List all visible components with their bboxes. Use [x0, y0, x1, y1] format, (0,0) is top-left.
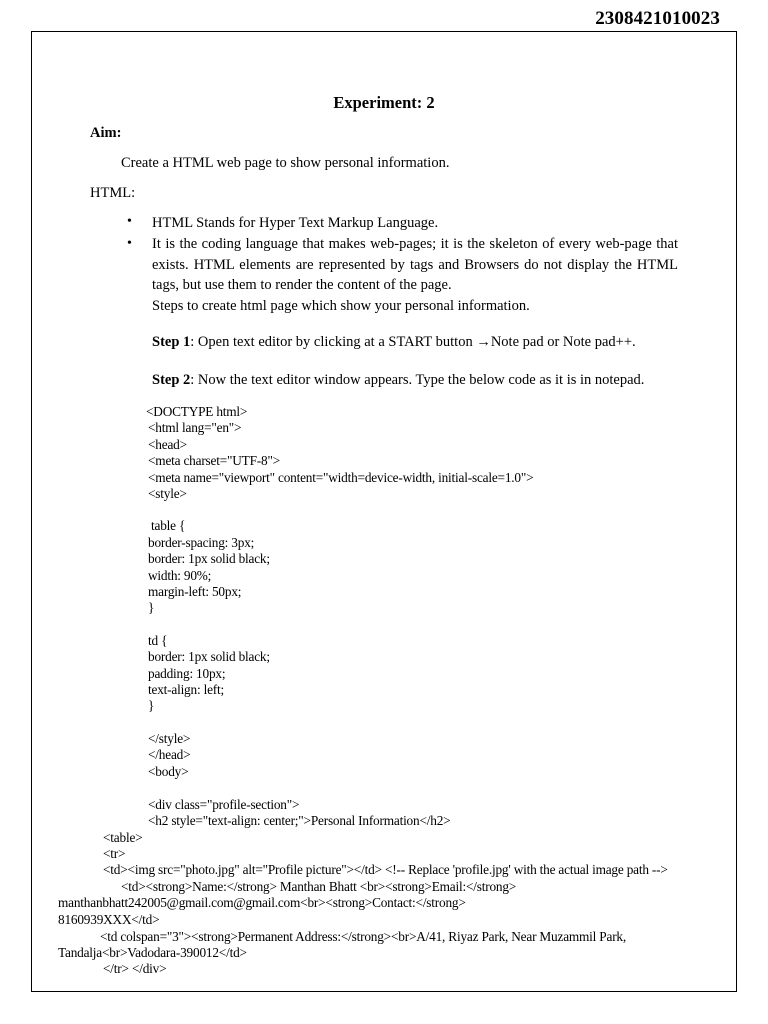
code-line: </head>: [148, 747, 191, 762]
code-line: <td colspan="3"><strong>Permanent Address:</strong><br>A/41, Riyaz Park, Near Muzammil Park,: [100, 929, 626, 944]
page-number-header: 2308421010023: [595, 8, 720, 29]
code-line: width: 90%;: [148, 568, 212, 583]
bullet-item: HTML Stands for Hyper Text Markup Language.: [152, 215, 439, 231]
steps-intro: Steps to create html page which show your personal information.: [152, 297, 530, 314]
step-1-after: Note pad or Note pad++.: [490, 334, 636, 350]
code-line: <td><strong>Name:</strong> Manthan Bhatt <br><strong>Email:</strong>: [121, 879, 517, 894]
bullet-text: It is the coding language that makes web-pages; it is the skeleton of every web-page that exists. HTML elements are represented by tags and Browsers do not display the HTML tags, but use them to render the content of the page.: [152, 236, 678, 293]
aim-label: Aim:: [90, 125, 122, 141]
code-line: </tr> </div>: [103, 961, 167, 976]
code-line: <DOCTYPE html>: [146, 404, 248, 419]
html-label: HTML:: [90, 185, 136, 201]
code-line: <h2 style="text-align: center;">Personal Information</h2>: [148, 813, 451, 828]
code-line: Tandalja<br>Vadodara-390012</td>: [58, 945, 247, 960]
code-line: border-spacing: 3px;: [148, 535, 255, 550]
code-line: text-align: left;: [148, 682, 224, 697]
bullet-marker: •: [127, 214, 132, 229]
code-line: table {: [151, 518, 186, 533]
code-line: </style>: [148, 731, 191, 746]
code-line: <div class="profile-section">: [148, 797, 300, 812]
code-line: <meta charset="UTF-8">: [148, 453, 280, 468]
code-line: }: [148, 600, 155, 615]
step-1-label: Step 1: [152, 334, 191, 350]
code-line: <style>: [148, 486, 187, 501]
step-1-text: : Open text editor by clicking at a START button: [190, 334, 477, 350]
code-line: border: 1px solid black;: [148, 551, 270, 566]
code-line: <meta name="viewport" content="width=device-width, initial-scale=1.0">: [148, 470, 534, 485]
step-2-label: Step 2: [152, 372, 191, 388]
code-line: }: [148, 698, 155, 713]
code-line: border: 1px solid black;: [148, 649, 270, 664]
code-line: <body>: [148, 764, 189, 779]
code-line: manthanbhatt242005@gmail.com@gmail.com<br><strong>Contact:</strong>: [58, 895, 466, 910]
aim-text: Create a HTML web page to show personal information.: [121, 155, 450, 171]
code-line: <td><img src="photo.jpg" alt="Profile picture"></td> <!-- Replace 'profile.jpg' with the actual image path -->: [103, 862, 668, 877]
code-line: 8160939XXX</td>: [58, 912, 160, 927]
code-line: <html lang="en">: [148, 420, 242, 435]
step-2-text: : Now the text editor window appears. Type the below code as it is in notepad.: [190, 372, 645, 388]
experiment-title: Experiment: 2: [333, 93, 435, 112]
code-line: <table>: [103, 830, 143, 845]
bullet-marker: •: [127, 236, 132, 251]
code-line: <tr>: [103, 846, 126, 861]
code-line: margin-left: 50px;: [148, 584, 242, 599]
code-line: <head>: [148, 437, 187, 452]
arrow-icon: →: [476, 334, 491, 350]
code-line: padding: 10px;: [148, 666, 226, 681]
code-line: td {: [148, 633, 168, 648]
